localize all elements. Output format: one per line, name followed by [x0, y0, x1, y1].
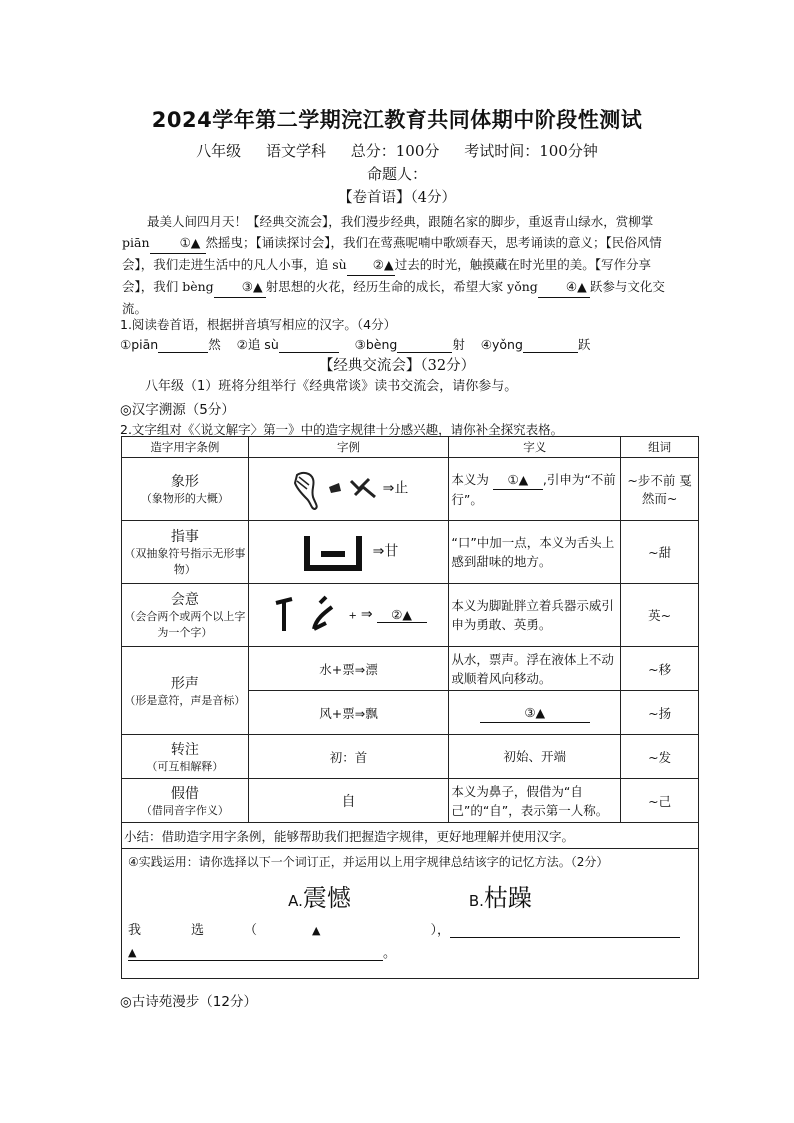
table-row: 假借 （借同音字作义） 自 本义为鼻子，假借为“自己”的“自”，表示第一人称。 ~己 [122, 779, 699, 823]
answer-row-2: ▲ 。 [128, 946, 397, 961]
answer-line-1[interactable] [158, 352, 208, 353]
table-row [122, 823, 699, 849]
question-2: 2.文字组对《〈说文解字〉第一》中的造字规律十分感兴趣，请你补全探究表格。 [120, 422, 564, 437]
summary: 小结：借助造字用字条例，能够帮助我们把握造字规律，更好地理解并使用汉字。 [122, 823, 699, 849]
exam-title: 2024学年第二学期浣江教育共同体期中阶段性测试 [151, 108, 643, 132]
table-row: 象形 （象物形的大概） ⇒止 本义为 ①▲ ,引申为“不前行”。 ~步不前 戛然而~ [122, 458, 699, 521]
answer-line-long[interactable]: ▲ [128, 945, 383, 961]
header-cell: 字义 [449, 437, 621, 458]
section-poetry: ◎古诗苑漫步（12分） [120, 994, 257, 1010]
q1-answers: ①piān 然 ②追 sù ③bèng 射 ④yǒng 跃 [120, 337, 591, 352]
practice-question: ④实践运用：请你选择以下一个词订正，并运用以上用字规律总结该字的记忆方法。（2分） [128, 855, 609, 869]
answer-line[interactable] [450, 937, 680, 938]
table-row: 会意 （会合两个或两个以上字为一个字） + ⇒ ②▲ 本义为脚趾胖立着兵器示威引申为勇敢、英勇。 英~ [122, 584, 699, 647]
blank-3[interactable]: ③▲ [214, 276, 266, 298]
blank-2[interactable]: ②▲ [347, 254, 395, 276]
practice-cell [122, 849, 699, 979]
grade: 八年级 [196, 142, 242, 160]
option-a[interactable]: A.震憾 [288, 884, 351, 912]
answer-line-3[interactable] [397, 352, 452, 353]
table-row: 转注 （可互相解释） 初：首 初始、开端 ~发 [122, 735, 699, 779]
header-cell: 造字用字条例 [122, 437, 249, 458]
header-cell: 字例 [248, 437, 449, 458]
table-blank-2[interactable]: ②▲ [377, 607, 427, 623]
classic-heading: 【经典交流会】（32分） [318, 358, 476, 374]
table-header [122, 437, 699, 458]
oracle-yong-icon [270, 593, 344, 637]
table-row: 形声 （形是意符，声是音标） 水+票⇒漂 从水，票声。浮在液体上不动或顺着风向移动。 ~移 [122, 647, 699, 691]
total-score: 总分：100分 [350, 142, 440, 160]
answer-line-2[interactable] [279, 352, 339, 353]
option-b[interactable]: B.枯躁 [468, 884, 532, 912]
table-row [122, 849, 699, 979]
classic-intro: 八年级（1）班将分组举行《经典常谈》读书交流会，请你参与。 [145, 379, 518, 394]
question-1: 1.阅读卷首语，根据拼音填写相应的汉字。（4分） [120, 317, 397, 332]
exam-info [0, 140, 794, 161]
blank-1[interactable]: ①▲ [150, 232, 206, 254]
hanzi-table [121, 436, 699, 979]
table-blank-1[interactable]: ①▲ [493, 470, 543, 490]
table-row: 风+票⇒飘 ③▲ ~扬 [122, 691, 699, 735]
answer-row: 我 选 （ ▲ ）， [128, 919, 692, 938]
blank-4[interactable]: ④▲ [538, 276, 590, 298]
subject: 语文学科 [265, 142, 326, 160]
oracle-gan-icon [299, 530, 369, 574]
preface-paragraph: 最美人间四月天！【经典交流会】，我们漫步经典，跟随名家的脚步，重返青山绿水，赏柳掌 piān ①▲ 然摇曳；【诵读探讨会】，我们在莺燕呢喃中歌颂春天，思考诵读的意义；【民俗风情会】，我们走进生活中的凡人小事，追 sù ②▲过去的时光，触摸藏在时光里的美。【写作分享会】，我们 bèng ③▲ 射思想的火花，经历生命的成长，希望大家 yǒng ④▲ 跃参与文化交流。 [122, 214, 665, 316]
header-cell: 组词 [621, 437, 699, 458]
section-hanzi: ◎汉字溯源（5分） [120, 402, 235, 418]
answer-line-4[interactable] [523, 352, 578, 353]
oracle-zhi-icon [289, 467, 379, 511]
table-row: 指事 （双抽象符号指示无形事物） ⇒甘 “口”中加一点，本义为舌头上感到甜味的地方。 ~甜 [122, 521, 699, 584]
exam-time: 考试时间：100分钟 [464, 142, 598, 160]
options [128, 878, 692, 913]
preface-heading: 【卷首语】（4分） [338, 190, 456, 206]
table-blank-3[interactable]: ③▲ [480, 703, 590, 723]
author-line: 命题人： [366, 165, 427, 183]
